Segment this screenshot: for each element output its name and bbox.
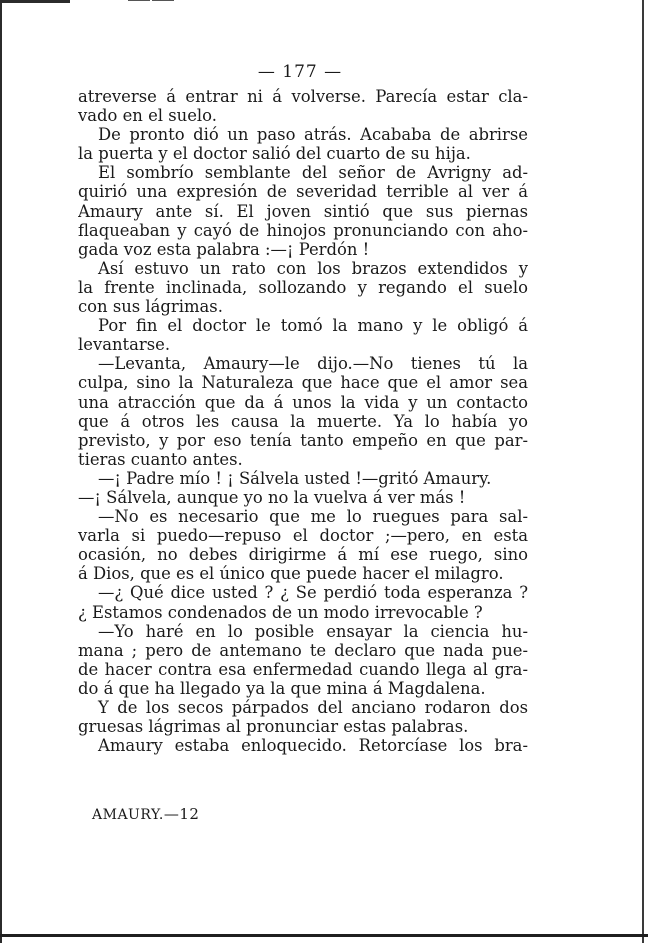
text-line: —Yo haré en lo posible ensayar la ciencia hu- (98, 621, 528, 641)
text-line: culpa, sino la Naturaleza que hace que el amor sea (78, 373, 528, 393)
text-line: con sus lágrimas. (78, 297, 223, 317)
text-line: Así estuvo un rato con los brazos extendidos y (98, 258, 528, 278)
text-line: quirió una expresión de severidad terrible al ver á (78, 182, 528, 202)
text-line: gruesas lágrimas al pronunciar estas palabras. (78, 717, 469, 737)
text-line: —¿ Qué dice usted ? ¿ Se perdió toda esperanza ? (98, 583, 528, 603)
text-line: una atracción que da á unos la vida y un contacto (78, 392, 528, 412)
scan-top-mark (128, 0, 150, 1)
scan-bottom-rule (0, 934, 648, 937)
text-line: Y de los secos párpados del anciano rodaron dos (98, 698, 528, 717)
text-line: de hacer contra esa enfermedad cuando llega al gra- (78, 659, 528, 679)
text-line: vado en el suelo. (78, 106, 217, 126)
text-line: la frente inclinada, sollozando y regando el suelo (78, 277, 528, 297)
text-line: El sombrío semblante del señor de Avrigny ad- (98, 163, 528, 183)
text-line: —No es necesario que me lo ruegues para sal- (98, 507, 528, 527)
text-line: De pronto dió un paso atrás. Acababa de abrirse (98, 125, 528, 145)
sheet-number: —12 (163, 805, 200, 823)
signature-mark: AMAURY. (92, 807, 164, 823)
text-line: ¿ Estamos condenados de un modo irrevocable ? (78, 602, 483, 622)
text-line: —Levanta, Amaury—le dijo.—No tienes tú la (98, 354, 528, 374)
text-line: do á que ha llegado ya la que mina á Magdalena. (78, 678, 486, 698)
scan-right-edge (642, 0, 644, 943)
scan-left-edge (0, 0, 2, 943)
text-line: Amaury estaba enloquecido. Retorcíase los bra- (98, 736, 528, 756)
text-line: varla si puedo—repuso el doctor ;—pero, en esta (78, 526, 528, 546)
sheet-signature (92, 805, 199, 823)
text-line: Por fin el doctor le tomó la mano y le obligó á (98, 316, 528, 336)
scan-top-rule (0, 0, 70, 3)
page-number: — 177 — (257, 62, 343, 82)
text-line: —¡ Sálvela, aunque yo no la vuelva á ver más ! (78, 487, 466, 507)
text-line: flaqueaban y cayó de hinojos pronunciando con aho- (78, 220, 528, 240)
text-line: previsto, y por eso tenía tanto empeño en que par- (78, 430, 528, 450)
text-line: ocasión, no debes dirigirme á mí ese ruego, sino (78, 545, 528, 565)
text-line: gada voz esta palabra :—¡ Perdón ! (78, 239, 370, 259)
text-line: tieras cuanto antes. (78, 449, 243, 469)
text-line: Amaury ante sí. El joven sintió que sus piernas (78, 201, 528, 221)
scan-top-mark (152, 0, 174, 1)
text-line: que á otros les causa la muerte. Ya lo había yo (78, 411, 528, 431)
text-line: levantarse. (78, 335, 171, 355)
text-line: —¡ Padre mío ! ¡ Sálvela usted !—gritó Amaury. (98, 468, 492, 488)
text-line: atreverse á entrar ni á volverse. Parecía estar cla- (78, 87, 528, 106)
body-text (78, 87, 528, 755)
text-line: á Dios, que es el único que puede hacer el milagro. (78, 564, 504, 584)
text-line: mana ; pero de antemano te declaro que nada pue- (78, 640, 528, 660)
text-line: la puerta y el doctor salió del cuarto de su hija. (78, 144, 471, 164)
